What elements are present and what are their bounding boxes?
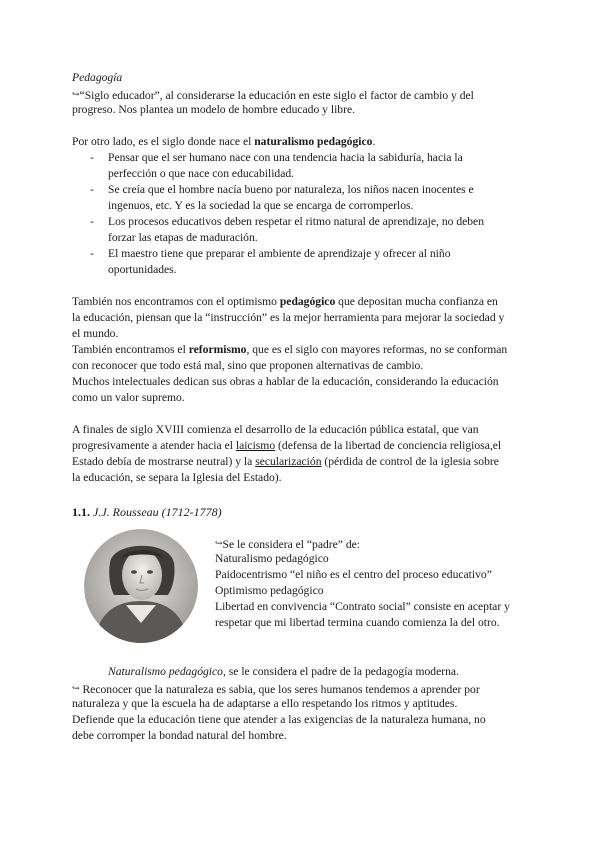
arrow-icon: ↪ <box>215 538 223 548</box>
paragraph-line: debe corromper la bondad natural del hombre. <box>72 729 287 742</box>
paragraph-line: Estado debía de mostrarse neutral) y la secularización (pérdida de control de la iglesia sobre <box>72 455 499 468</box>
paragraph-line: naturaleza y que la escuela ha de adaptarse a ello respetando los ritmos y aptitudes. <box>72 697 458 710</box>
subsection-heading: 1.1. J.J. Rousseau (1712-1778) <box>72 505 222 519</box>
bold-term: naturalismo pedagógico <box>254 135 373 148</box>
paragraph-line: Naturalismo pedagógico <box>215 552 329 565</box>
list-bullet: - <box>90 183 94 196</box>
arrow-icon: ↪ <box>72 683 80 693</box>
rousseau-portrait <box>84 529 198 643</box>
paragraph-line: ↪Se le considera el “padre” de: <box>215 538 360 551</box>
bold-term: reformismo <box>188 343 247 356</box>
list-item: El maestro tiene que preparar el ambiente de aprendizaje y ofrecer al niño <box>108 247 451 260</box>
paragraph-line: También encontramos el reformismo, que es el siglo con mayores reformas, no se conforman <box>72 343 508 356</box>
list-item: oportunidades. <box>108 263 177 276</box>
paragraph-line: Naturalismo pedagógico, se le considera el padre de la pedagogía moderna. <box>108 665 459 678</box>
paragraph-line: Optimismo pedagógico <box>215 584 324 597</box>
arrow-icon: ↪ <box>72 89 80 99</box>
paragraph-line: como un valor supremo. <box>72 391 185 404</box>
paragraph-line: progreso. Nos plantea un modelo de hombre educado y libre. <box>72 103 355 116</box>
paragraph-line: Libertad en convivencia “Contrato social” consiste en aceptar y <box>215 600 510 613</box>
paragraph-line: ↪“Siglo educador”, al considerarse la educación en este siglo el factor de cambio y del <box>72 89 474 102</box>
paragraph-line: Por otro lado, es el siglo donde nace el naturalismo pedagógico. <box>72 135 376 148</box>
list-item: perfección o que nace con educabilidad. <box>108 167 295 180</box>
underlined-term: laicismo <box>235 439 276 452</box>
portrait-engraving-icon <box>84 529 198 643</box>
paragraph-line: el mundo. <box>72 327 119 340</box>
paragraph-line: Paidocentrismo “el niño es el centro del proceso educativo” <box>215 568 492 581</box>
paragraph-line: Defiende que la educación tiene que atender a las exigencias de la naturaleza humana, no <box>72 713 486 726</box>
list-item: Se creía que el hombre nacía bueno por naturaleza, los niños nacen inocentes e <box>108 183 474 196</box>
bold-term: pedagógico <box>279 295 336 308</box>
paragraph-line: con reconocer que todo está mal, sino que proponen alternativas de cambio. <box>72 359 424 372</box>
paragraph-line: ↪ Reconocer que la naturaleza es sabia, que los seres humanos tendemos a aprender por <box>72 683 480 696</box>
list-bullet: - <box>90 215 94 228</box>
list-bullet: - <box>90 247 94 260</box>
paragraph-line: respetar que mi libertad termina cuando comienza la del otro. <box>215 616 500 629</box>
list-item: forzar las etapas de maduración. <box>108 231 258 244</box>
paragraph-line: progresivamente a atender hacia el laicismo (defensa de la libertad de conciencia religiosa,el <box>72 439 502 452</box>
paragraph-line: A finales de siglo XVIII comienza el desarrollo de la educación pública estatal, que van <box>72 423 479 436</box>
section-title: Pedagogía <box>72 71 123 84</box>
paragraph-line: Muchos intelectuales dedican sus obras a hablar de la educación, considerando la educación <box>72 375 499 388</box>
paragraph-line: También nos encontramos con el optimismo pedagógico que depositan mucha confianza en <box>72 295 498 308</box>
underlined-term: secularización <box>255 455 322 468</box>
list-bullet: - <box>90 151 94 164</box>
paragraph-line: la educación, se separa la Iglesia del Estado). <box>72 471 282 484</box>
paragraph-line: la educación, piensan que la “instrucción” es la mejor herramienta para mejorar la sociedad y <box>72 311 505 324</box>
list-item: Pensar que el ser humano nace con una tendencia hacia la sabiduría, hacia la <box>108 151 463 164</box>
list-item: Los procesos educativos deben respetar el ritmo natural de aprendizaje, no deben <box>108 215 485 228</box>
list-item: ingenuos, etc. Y es la sociedad la que se encarga de corromperlos. <box>108 199 414 212</box>
